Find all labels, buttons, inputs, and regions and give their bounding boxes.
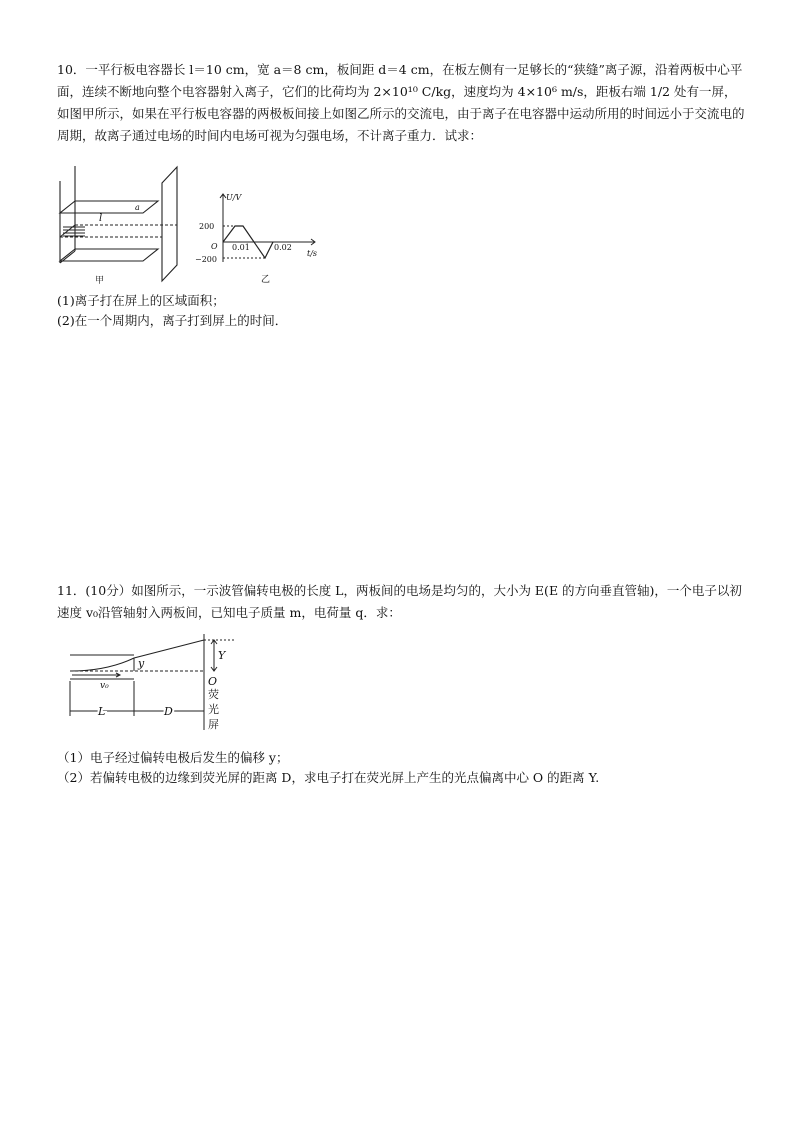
q11-sub1: （1）电子经过偏转电极后发生的偏移 y； — [57, 750, 289, 765]
q10-fig-b-caption: 乙 — [261, 275, 271, 285]
q11-fig-label-y: y — [138, 657, 145, 670]
q11-fig-label-v0: v₀ — [100, 681, 109, 691]
q10-sub2: (2)在一个周期内，离子打到屏上的时间． — [57, 313, 288, 328]
q10-fig-b-origin: O — [211, 242, 218, 251]
q11-fig-screen-1: 荧 — [208, 688, 219, 701]
q11-fig-label-O: O — [208, 675, 218, 688]
q11-fig-screen-2: 光 — [208, 703, 219, 716]
q11-sub2: （2）若偏转电极的边缘到荧光屏的距离 D，求电子打在荧光屏上产生的光点偏离中心 O 的距离 Y. — [57, 770, 600, 785]
q10-fig-a-label-a: a — [135, 203, 140, 212]
q10-fig-b-x-axis: t/s — [307, 249, 318, 258]
q10-figure-b — [193, 190, 323, 290]
q10-sub1: (1)离子打在屏上的区域面积； — [57, 293, 225, 308]
q10-figure-a — [55, 163, 185, 288]
q11-fig-label-L: L — [98, 705, 106, 718]
q10-text: 10．一平行板电容器长 l＝10 cm，宽 a＝8 cm，板间距 d＝4 cm，在板左侧有一足够长的“狭缝”离子源，沿着两板中心平面，连续不断地向整个电容器射入离子，它们的比荷均为 2×10¹⁰ C/kg，速度均为 4×10⁶ m/s，距板右端 1/2 处有一屏，如图甲所示，如果在平行板电容器的两极板间接上如图乙所示的交流电，由于离子在电容器中运动所用的时间远小于交流电的周期，故离子通过电场的时间内电场可视为匀强电场，不计离子重力．试求： — [57, 62, 745, 143]
q11-figure — [62, 634, 242, 734]
q10-fig-b-t2: 0.02 — [274, 243, 292, 252]
q11-text: 11．(10分）如图所示，一示波管偏转电极的长度 L，两板间的电场是均匀的，大小为 E(E 的方向垂直管轴)，一个电子以初速度 v₀沿管轴射入两板间，已知电子质量 m，电荷量 q．求： — [57, 583, 742, 620]
q10-fig-b-y-pos: 200 — [199, 222, 215, 231]
q10-fig-a-label-l: l — [99, 213, 103, 224]
q10-fig-b-y-neg: −200 — [195, 255, 217, 264]
q10-fig-b-t1: 0.01 — [232, 243, 250, 252]
q10-fig-a-caption: 甲 — [95, 276, 105, 286]
q10-fig-b-y-axis: U/V — [226, 193, 242, 202]
q11-fig-label-D: D — [164, 705, 173, 718]
q11-fig-label-Y: Y — [218, 649, 226, 662]
q11-fig-screen-3: 屏 — [208, 718, 219, 731]
